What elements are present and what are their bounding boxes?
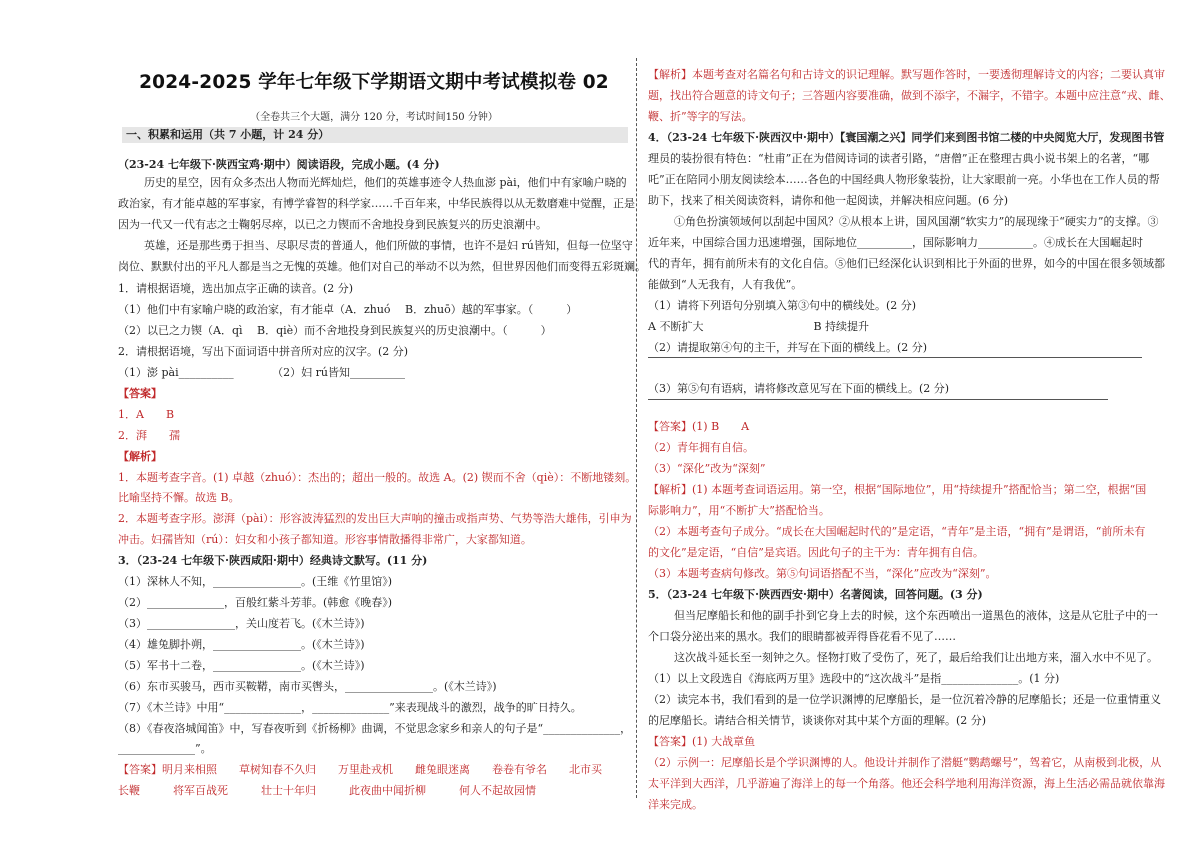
text-line: 太平洋到大西洋，几乎游遍了海洋上的每一个角落。他还会科学地利用海洋资源，海上生活必需品就依靠海 (648, 777, 1165, 790)
text-line: 鞭、折”等字的写法。 (648, 110, 753, 123)
text-line: （2）示例一：尼摩船长是个学识渊博的人。他设计并制作了潜艇“鹦鹉螺号”，驾着它，从南极到北极，从 (648, 756, 1162, 769)
text-line: （6）东市买骏马，西市买鞍鞯，南市买辔头，________________。(《木兰诗》) (118, 680, 497, 693)
text-line: （1）以上文段选自《海底两万里》选段中的“这次战斗”是指______________。(1 分) (648, 672, 1060, 685)
text-line: 洋来完成。 (648, 798, 703, 811)
text-line: 的尼摩船长。请结合相关情节，谈谈你对其中某个方面的理解。(2 分) (648, 714, 987, 727)
text-line: 近年来，中国综合国力迅速增强，国际地位__________，国际影响力__________。④成长在大国崛起时 (648, 236, 1143, 249)
text-line: （3）本题考查病句修改。第⑤句词语搭配不当，“深化”应改为“深刻”。 (648, 567, 997, 580)
text-line: 5．（23-24 七年级下·陕西西安·期中）名著阅读，回答问题。(3 分) (648, 588, 983, 601)
text-line: 【答案】 (118, 387, 162, 400)
text-line: 英雄，还是那些勇于担当、尽职尽责的普通人，他们所做的事情，也许不是妇 rú皆知，但每一位坚守 (144, 239, 633, 252)
text-line: 1．本题考查字音。(1) 卓越（zhuó）：杰出的；超出一般的。故选 A。(2) 锲而不舍（qiè）：不断地镂刻。 (118, 471, 637, 484)
text-line: （3）第⑤句有语病，请将修改意见写在下面的横线上。(2 分) (648, 382, 950, 395)
text-line: 题，找出符合题意的诗文句子；三答题内容要准确，做到不添字，不漏字，不错字。本题中应注意“戎、雌、 (648, 89, 1171, 102)
text-line: （2）以已之力锲（A．qì B．qiè）而不舍地投身到民族复兴的历史浪潮中。（ ） (118, 324, 552, 337)
text-line: ①角色扮演领域何以刮起中国风？②从根本上讲，国风国潮“软实力”的展现缘于“硬实力”的支撑。③ (674, 215, 1159, 228)
text-line: 【答案】明月来相照 草树知春不久归 万里赴戎机 雌兔眼迷离 卷卷有爷名 北市买 (118, 763, 602, 776)
text-line: 【解析】本题考查对名篇名句和古诗文的识记理解。默写题作答时，一要透彻理解诗文的内容；二要认真审 (648, 68, 1165, 81)
text-line: 吒”正在陪同小朋友阅读绘本……各色的中国经典人物形象装扮，让大家眼前一亮。小华也在工作人员的帮 (648, 173, 1160, 186)
text-line: 长鞭 将军百战死 壮士十年归 此夜曲中闻折柳 何人不起故园情 (118, 784, 536, 797)
text-line: 能做到“人无我有，人有我优”。 (648, 278, 803, 291)
text-line: 比喻坚持不懈。故选 B。 (118, 491, 240, 504)
text-line: 冲击。妇孺皆知（rú）：妇女和小孩子都知道。形容事情散播得非常广，大家都知道。 (118, 533, 532, 546)
text-line: 历史的星空，因有众多杰出人物而光辉灿烂，他们的英雄事迹令人热血澎 pài，他们中有家喻户晓的 (144, 176, 627, 189)
text-line: （1）请将下列语句分别填入第③句中的横线处。(2 分) (648, 299, 917, 312)
text-line: 际影响力”，用“不断扩大”搭配恰当。 (648, 504, 830, 517)
text-line: （2）______________，百般红紫斗芳菲。(韩愈《晚春》) (118, 596, 393, 609)
text-line: （2）青年拥有自信。 (648, 441, 754, 454)
text-line: （7）《木兰诗》中用“______________，______________”来表现战斗的激烈，战争的旷日持久。 (118, 701, 582, 714)
text-line: （3）“深化”改为“深刻” (648, 462, 766, 475)
text-line: （1）深林人不知，________________。(王维《竹里馆》) (118, 575, 393, 588)
text-line: 2．本题考查字形。澎湃（pài）：形容波涛猛烈的发出巨大声响的撞击或指声势、气势等浩大雄伟，引申为 (118, 512, 632, 525)
text-line: 4．（23-24 七年级下·陕西汉中·期中）【寰国潮之兴】同学们来到图书馆二楼的中央阅览大厅，发现图书管 (648, 131, 1165, 144)
text-line: 代的青年，拥有前所未有的文化自信。⑤他们已经深化认识到相比于外面的世界，如今的中国在很多领域都 (648, 257, 1165, 270)
text-line: 【解析】(1) 本题考查词语运用。第一空，根据“国际地位”，用“持续提升”搭配恰当；第二空，根据“国 (648, 483, 1147, 496)
exam-note: （全卷共三个大题，满分 120 分，考试时间150 分钟） (250, 112, 498, 123)
text-line: 这次战斗延长至一刻钟之久。怪物打败了受伤了，死了，最后给我们让出地方来，溜入水中不见了。 (674, 651, 1158, 664)
column-divider (636, 58, 637, 798)
section-header: 一、积累和运用（共 7 小题，计 24 分） (122, 127, 628, 143)
text-line: （3）________________，关山度若飞。(《木兰诗》) (118, 617, 365, 630)
text-line: 1．请根据语境，选出加点字正确的读音。(2 分) (118, 282, 354, 295)
text-line: （23-24 七年级下·陕西宝鸡·期中）阅读语段，完成小题。(4 分) (118, 158, 440, 171)
text-line: 的文化”是定语，“自信”是宾语。因此句子的主干为：青年拥有自信。 (648, 546, 984, 559)
text-line: 助下，找来了相关阅读资料，请你和他一起阅读，并解决相应问题。(6 分) (648, 194, 1009, 207)
text-line: 2．湃 孺 (118, 429, 180, 442)
page-title: 2024-2025 学年七年级下学期语文期中考试模拟卷 02 (139, 72, 609, 93)
text-line: （2）读完本书，我们看到的是一位学识渊博的尼摩船长，是一位沉着冷静的尼摩船长；还是一位重情重义 (648, 693, 1161, 706)
text-line: ______________”。 (118, 742, 212, 755)
text-line: 1．A B (118, 408, 175, 421)
text-line: 因为一代又一代有志之士鞠躬尽瘁，以已之力锲而不舍地投身到民族复兴的历史浪潮中。 (118, 218, 547, 231)
text-line: 【答案】(1) 大战章鱼 (648, 735, 756, 748)
text-line: （2）请提取第④句的主干，并写在下面的横线上。(2 分) (648, 341, 928, 354)
text-line: 岗位、默默付出的平凡人都是当之无愧的英雄。他们对自己的举动不以为然，但世界因他们而变得五彩斑斓。 (118, 260, 646, 273)
text-line: （2）本题考查句子成分。“成长在大国崛起时代的”是定语，“青年”是主语，“拥有”是谓语，“前所未有 (648, 525, 1146, 538)
text-line: 【解析】 (118, 450, 162, 463)
text-line: 但当尼摩船长和他的副手扑到它身上去的时候，这个东西喷出一道黑色的液体，这是从它肚子中的一 (674, 609, 1158, 622)
answer-line-1 (648, 357, 1142, 358)
answer-line-2 (648, 399, 1108, 400)
text-line: （1）他们中有家喻户晓的政治家，有才能卓（A．zhuó B．zhuō）越的军事家。（ ） (118, 303, 578, 316)
text-line: 个口袋分泌出来的黑水。我们的眼睛都被弄得昏花看不见了…… (648, 630, 956, 643)
text-line: A 不断扩大 B 持续提升 (648, 320, 870, 333)
text-line: 理员的装扮很有特色：“杜甫”正在为借阅诗词的读者引路，“唐僧”正在整理古典小说书架上的名著，“哪 (648, 152, 1150, 165)
text-line: 3．（23-24 七年级下·陕西咸阳·期中）经典诗文默写。(11 分) (118, 554, 428, 567)
text-line: 【答案】(1) B A (648, 420, 750, 433)
text-line: （8）《春夜洛城闻笛》中，写春夜听到《折杨柳》曲调，不觉思念家乡和亲人的句子是“______________， (118, 722, 632, 735)
text-line: 政治家，有才能卓越的军事家，有博学睿智的科学家……千百年来，中华民族得以从无数磨难中觉醒，正是 (118, 197, 635, 210)
text-line: （5）军书十二卷，________________。(《木兰诗》) (118, 659, 365, 672)
text-line: 2．请根据语境，写出下面词语中拼音所对应的汉字。(2 分) (118, 345, 409, 358)
text-line: （4）雄兔脚扑朔，________________。(《木兰诗》) (118, 638, 365, 651)
text-line: （1）澎 pài__________ （2）妇 rú皆知__________ (118, 366, 405, 379)
